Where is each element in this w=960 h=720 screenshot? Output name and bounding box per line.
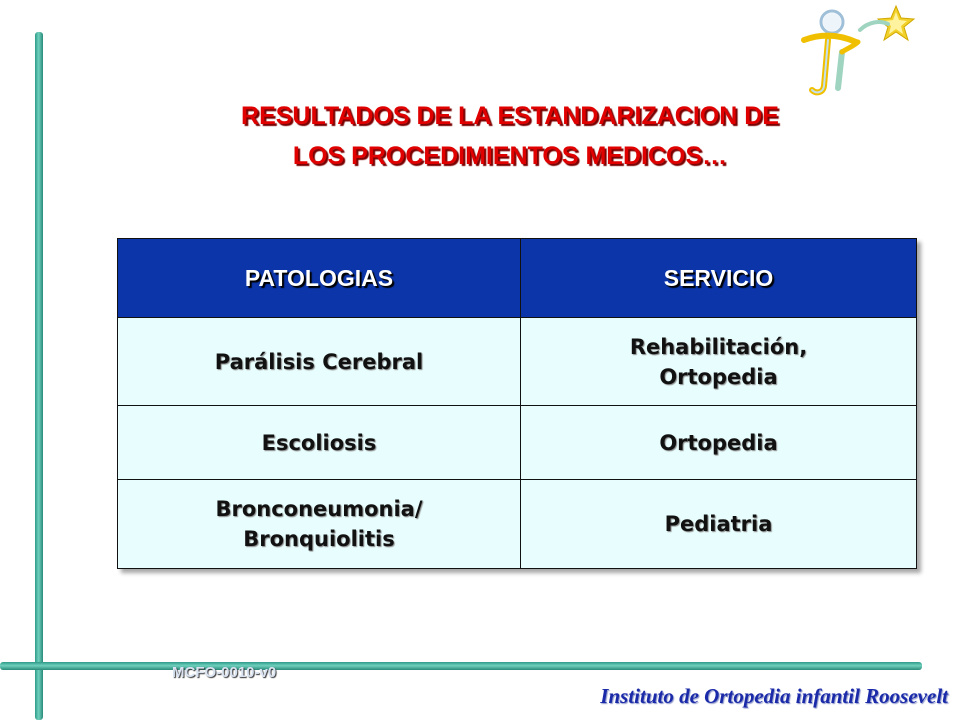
horizontal-accent-bar (0, 662, 922, 670)
institution-logo-icon (798, 0, 923, 96)
cell-patologia (118, 318, 521, 406)
cell-patologia (118, 406, 521, 480)
title-line-1: RESULTADOS DE LA ESTANDARIZACION DE (241, 102, 779, 130)
cell-line: Pediatria (664, 512, 773, 536)
results-table (117, 238, 917, 569)
cell-servicio (521, 406, 917, 480)
slide-title (110, 96, 910, 176)
cell-line: Escoliosis (261, 430, 377, 455)
cell-line: Bronconeumonia/ (215, 497, 423, 521)
institution-name: Instituto de Ortopedia infantil Roosevelt (600, 684, 948, 708)
table-header-row (118, 239, 917, 318)
cell-servicio (521, 318, 917, 406)
cell-servicio (521, 480, 917, 569)
cell-line: Ortopedia (659, 364, 778, 389)
table-row (118, 480, 917, 569)
vertical-accent-bar (35, 32, 43, 720)
logo-figure-right (838, 42, 858, 88)
logo-figure-left (804, 11, 856, 92)
table-row (118, 406, 917, 480)
title-line-2: LOS PROCEDIMIENTOS MEDICOS… (292, 142, 728, 170)
cell-line: Rehabilitación, (629, 334, 808, 359)
cell-line: Parálisis Cerebral (214, 349, 424, 374)
header-servicio: SERVICIO (521, 239, 917, 318)
header-patologias: PATOLOGIAS (118, 239, 521, 318)
table-row (118, 318, 917, 406)
document-code: MCFO-0010-v0 (172, 664, 277, 681)
cell-line: Bronquiolitis (243, 527, 395, 551)
cell-line: Ortopedia (659, 430, 778, 455)
cell-patologia (118, 480, 521, 569)
